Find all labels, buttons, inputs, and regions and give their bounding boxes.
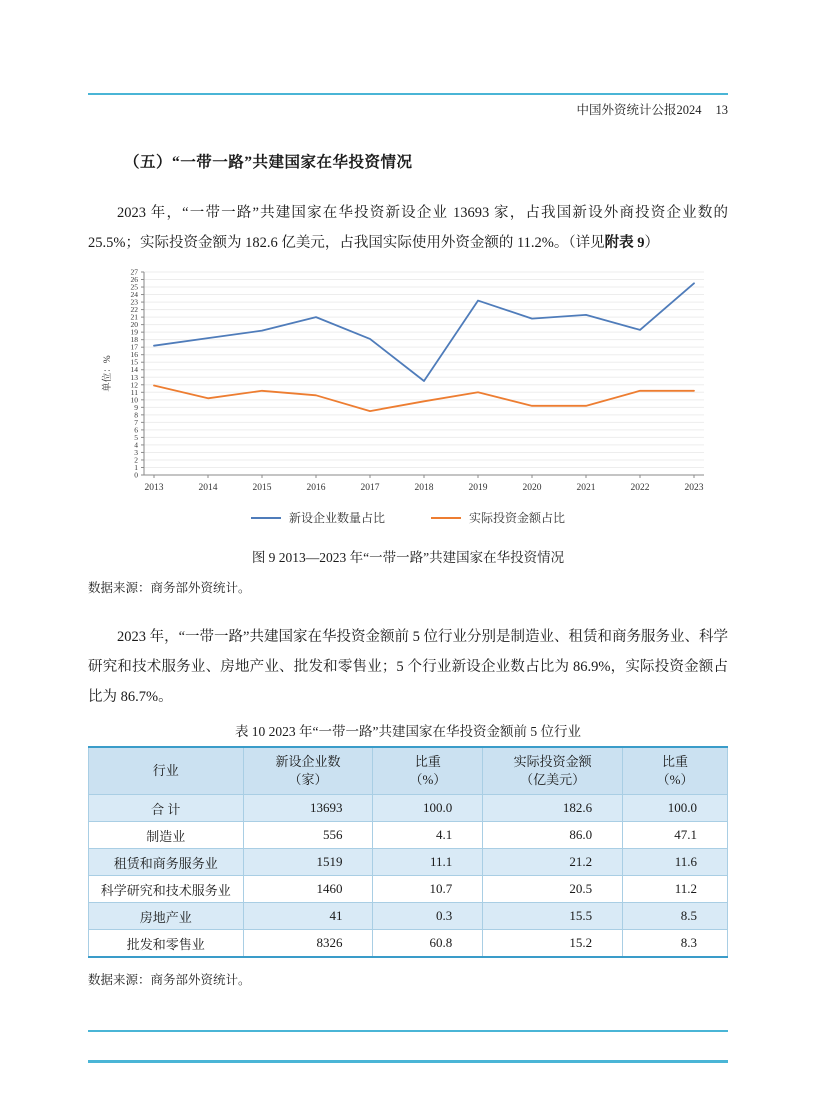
value-cell: 15.5 — [483, 903, 623, 930]
row-label-cell: 科学研究和技术服务业 — [89, 876, 244, 903]
svg-text:18: 18 — [130, 335, 138, 345]
value-cell: 20.5 — [483, 876, 623, 903]
value-cell: 11.1 — [373, 849, 483, 876]
value-cell: 0.3 — [373, 903, 483, 930]
svg-text:2014: 2014 — [198, 483, 218, 493]
source-note-1: 数据来源：商务部外资统计。 — [88, 581, 251, 595]
table-row — [89, 822, 728, 849]
svg-text:0: 0 — [134, 470, 138, 480]
paragraph-1-ref-prefix: （详见 — [568, 235, 605, 251]
row-label-cell: 租赁和商务服务业 — [89, 849, 244, 876]
value-cell: 182.6 — [483, 795, 623, 822]
svg-text:2018: 2018 — [414, 483, 434, 493]
svg-text:20: 20 — [130, 320, 138, 330]
svg-text:5: 5 — [134, 432, 138, 442]
svg-text:4: 4 — [134, 440, 138, 450]
table-row — [89, 795, 728, 822]
svg-text:3: 3 — [134, 447, 138, 457]
paragraph-1-ref-suffix: ） — [644, 235, 659, 251]
table-row — [89, 903, 728, 930]
svg-text:16: 16 — [130, 350, 138, 360]
line-chart-svg — [98, 266, 718, 501]
svg-text:8: 8 — [134, 410, 138, 420]
svg-text:27: 27 — [130, 267, 138, 277]
svg-text:10: 10 — [130, 395, 138, 405]
table-row — [89, 930, 728, 958]
svg-text:2021: 2021 — [576, 483, 596, 493]
svg-text:2015: 2015 — [252, 483, 272, 493]
legend-line-swatch — [251, 517, 281, 519]
chart-legend — [88, 509, 728, 526]
svg-text:2020: 2020 — [522, 483, 542, 493]
legend-item — [431, 509, 565, 526]
bottom-rule-1 — [88, 1030, 728, 1032]
svg-text:7: 7 — [134, 417, 138, 427]
legend-line-swatch — [431, 517, 461, 519]
svg-text:19: 19 — [130, 327, 138, 337]
svg-text:2: 2 — [134, 455, 138, 465]
chart-caption: 图 9 2013—2023 年“一带一路”共建国家在华投资情况 — [251, 550, 565, 565]
svg-text:25: 25 — [130, 282, 138, 292]
svg-text:11: 11 — [130, 387, 138, 397]
source-note-2: 数据来源：商务部外资统计。 — [88, 973, 251, 987]
svg-text:17: 17 — [130, 342, 138, 352]
legend-label: 实际投资金额占比 — [469, 511, 566, 525]
column-header: 比重 （%） — [373, 747, 483, 795]
svg-text:6: 6 — [134, 425, 138, 435]
svg-text:23: 23 — [130, 297, 138, 307]
table-row — [89, 849, 728, 876]
svg-text:26: 26 — [130, 275, 138, 285]
legend-item — [251, 509, 385, 526]
value-cell: 11.2 — [623, 876, 728, 903]
column-header: 行业 — [89, 747, 244, 795]
paragraph-1-ref-bold: 附表 9 — [604, 235, 645, 251]
row-label-cell: 批发和零售业 — [89, 930, 244, 958]
value-cell: 11.6 — [623, 849, 728, 876]
value-cell: 60.8 — [373, 930, 483, 958]
value-cell: 41 — [243, 903, 373, 930]
row-label-cell: 房地产业 — [89, 903, 244, 930]
value-cell: 1460 — [243, 876, 373, 903]
paragraph-1 — [88, 198, 728, 258]
value-cell: 8.5 — [623, 903, 728, 930]
header-page-number: 13 — [715, 103, 728, 117]
industry-table — [88, 746, 728, 958]
svg-text:14: 14 — [130, 365, 138, 375]
page-header — [88, 100, 728, 118]
svg-text:15: 15 — [130, 357, 138, 367]
value-cell: 100.0 — [373, 795, 483, 822]
value-cell: 13693 — [243, 795, 373, 822]
svg-text:2017: 2017 — [360, 483, 380, 493]
svg-text:2023: 2023 — [684, 483, 704, 493]
value-cell: 556 — [243, 822, 373, 849]
value-cell: 15.2 — [483, 930, 623, 958]
row-label-cell: 合 计 — [89, 795, 244, 822]
bottom-rule-2 — [88, 1060, 728, 1063]
value-cell: 8326 — [243, 930, 373, 958]
svg-text:单位：%: 单位：% — [103, 355, 113, 392]
line-chart — [88, 266, 728, 566]
svg-text:22: 22 — [130, 305, 138, 315]
value-cell: 1519 — [243, 849, 373, 876]
svg-text:13: 13 — [130, 372, 138, 382]
paragraph-1-text: 2023 年，“一带一路”共建国家在华投资新设企业 13693 家，占我国新设外商投资企业数的 25.5%；实际投资金额为 182.6 亿美元，占我国实际使用外资金额的 11.2%。 — [88, 205, 728, 251]
section-heading: （五）“一带一路”共建国家在华投资情况 — [124, 154, 413, 171]
table-title: 表 10 2023 年“一带一路”共建国家在华投资金额前 5 位行业 — [234, 724, 582, 739]
svg-text:2019: 2019 — [468, 483, 488, 493]
value-cell: 47.1 — [623, 822, 728, 849]
legend-label: 新设企业数量占比 — [288, 511, 385, 525]
svg-text:21: 21 — [130, 312, 138, 322]
svg-text:2022: 2022 — [630, 483, 650, 493]
svg-text:2016: 2016 — [306, 483, 326, 493]
table-row — [89, 876, 728, 903]
svg-text:24: 24 — [130, 290, 138, 300]
value-cell: 10.7 — [373, 876, 483, 903]
svg-text:12: 12 — [130, 380, 138, 390]
row-label-cell: 制造业 — [89, 822, 244, 849]
paragraph-2: 2023 年，“一带一路”共建国家在华投资金额前 5 位行业分别是制造业、租赁和商务服务业、科学研究和技术服务业、房地产业、批发和零售业；5 个行业新设企业数占比为 86.9%，实际投资金额占比为 86.7%。 — [88, 629, 728, 705]
value-cell: 100.0 — [623, 795, 728, 822]
svg-text:9: 9 — [134, 402, 138, 412]
top-rule — [88, 93, 728, 95]
svg-text:1: 1 — [134, 462, 138, 472]
value-cell: 8.3 — [623, 930, 728, 958]
column-header: 新设企业数 （家） — [243, 747, 373, 795]
value-cell: 4.1 — [373, 822, 483, 849]
column-header: 比重 （%） — [623, 747, 728, 795]
table-header-row — [89, 747, 728, 795]
value-cell: 86.0 — [483, 822, 623, 849]
value-cell: 21.2 — [483, 849, 623, 876]
header-title: 中国外资统计公报2024 — [576, 103, 702, 117]
svg-text:2013: 2013 — [144, 483, 164, 493]
column-header: 实际投资金额 （亿美元） — [483, 747, 623, 795]
